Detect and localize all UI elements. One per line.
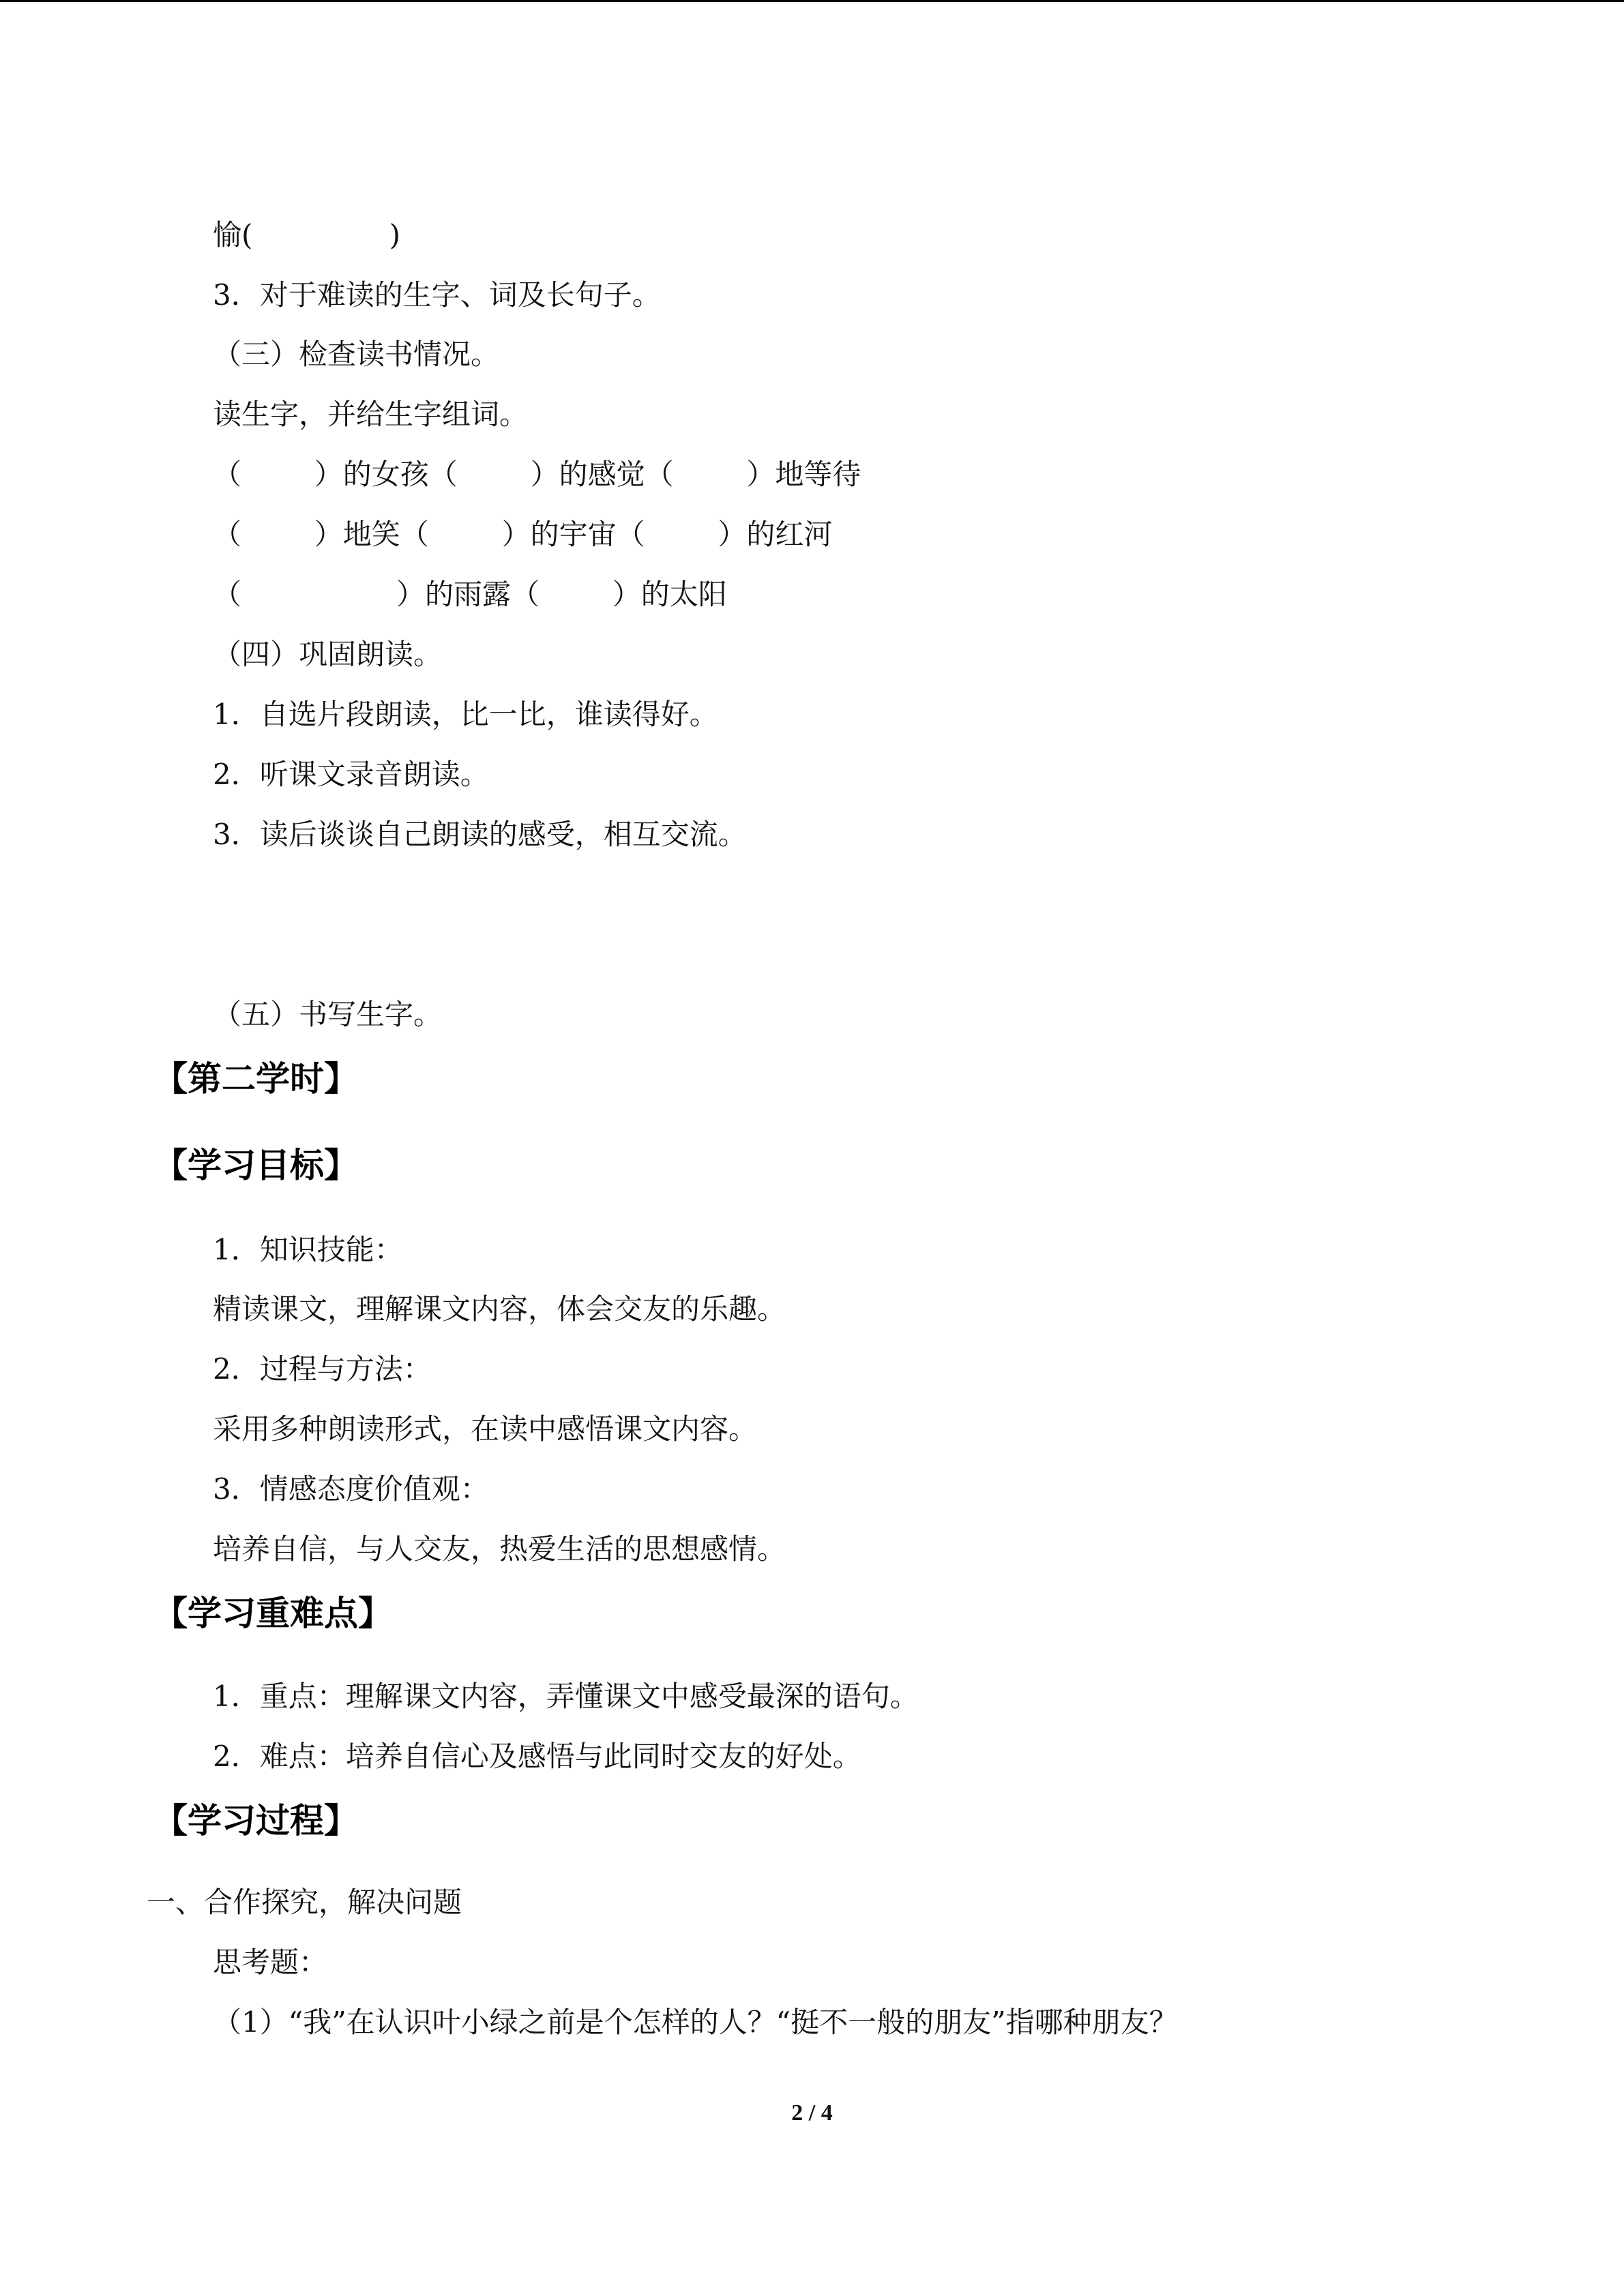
text-line: 2．难点：培养自信心及感悟与此同时交友的好处。	[213, 1740, 861, 1773]
text-line: 采用多种朗读形式，在读中感悟课文内容。	[213, 1412, 758, 1446]
text-line: 3．情感态度价值观：	[213, 1472, 489, 1506]
heading-key-points: 【学习重难点】	[153, 1594, 392, 1633]
section-label-consolidate: （四）巩固朗读。	[213, 638, 443, 671]
text-line: 2．听课文录音朗读。	[213, 758, 489, 791]
text-line: 3．对于难读的生字、词及长句子。	[213, 278, 661, 312]
heading-learning-goals: 【学习目标】	[153, 1146, 358, 1185]
text-line: 1．重点：理解课文内容，弄懂课文中感受最深的语句。	[213, 1680, 919, 1713]
text-line: 读生字，并给生字组词。	[213, 398, 529, 431]
text-line: 1．知识技能：	[213, 1233, 403, 1266]
text-line: 2．过程与方法：	[213, 1352, 432, 1386]
text-line: 培养自信，与人交友，热爱生活的思想感情。	[213, 1532, 786, 1566]
text-line: 思考题：	[213, 1945, 328, 1979]
text-line: 1．自选片段朗读，比一比，谁读得好。	[213, 698, 718, 731]
fill-blank-row: （ ）的女孩（ ）的感觉（ ）地等待	[213, 458, 861, 491]
fill-blank-row: （ ）的雨露（ ）的太阳	[213, 578, 727, 611]
text-line: 精读课文，理解课文内容，体会交友的乐趣。	[213, 1292, 786, 1326]
page-top-border	[0, 0, 1624, 2]
text-line: 一、合作探究，解决问题	[147, 1885, 462, 1919]
section-label-check-reading: （三）检查读书情况。	[213, 338, 500, 371]
heading-second-period: 【第二学时】	[153, 1059, 358, 1099]
page-number: 2 / 4	[791, 2100, 833, 2126]
fill-blank-yu: 愉( )	[213, 218, 401, 252]
fill-blank-row: （ ）地笑（ ）的宇宙（ ）的红河	[213, 518, 833, 551]
heading-learning-process: 【学习过程】	[153, 1801, 358, 1840]
text-line: 3．读后谈谈自己朗读的感受，相互交流。	[213, 818, 747, 851]
text-line: （1）“我”在认识叶小绿之前是个怎样的人？“挺不一般的朋友”指哪种朋友？	[213, 2006, 1178, 2039]
section-label-writing: （五）书写生字。	[213, 998, 443, 1031]
